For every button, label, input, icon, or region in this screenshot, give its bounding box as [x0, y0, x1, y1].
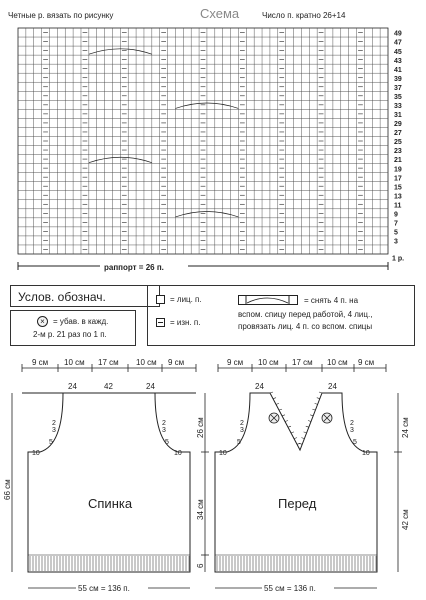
front-left-dec-3: 5: [237, 439, 241, 446]
back-piece: [3, 358, 196, 593]
back-count-center: 42: [104, 382, 113, 391]
legend-knit-text: = лиц. п.: [170, 295, 202, 304]
back-left-dec-3: 5: [49, 439, 53, 446]
front-label: Перед: [278, 496, 317, 511]
cross-decrease-icon: [322, 413, 332, 423]
back-top-dim-2: 10 см: [64, 358, 85, 367]
front-right-dim-2: 42 см: [401, 509, 410, 530]
row-label: 37: [394, 84, 402, 92]
row-label: 45: [394, 48, 402, 56]
back-right-dec-1: 2: [162, 420, 166, 427]
row-label: 25: [394, 139, 402, 147]
row-label: 1 р.: [392, 255, 405, 263]
row-label: 3: [394, 238, 398, 246]
purl-square-icon: [156, 318, 165, 327]
legend-cable-text-3: провязать лиц. 4 п. со вспом. спицы: [238, 322, 373, 331]
legend-cable-text-1: = снять 4 п. на: [304, 296, 359, 305]
back-label: Спинка: [88, 496, 133, 511]
row-label: 7: [394, 220, 398, 228]
front-left-dim-3: 6: [196, 563, 205, 568]
knit-square-icon: [156, 295, 165, 304]
back-height-label: 66 см: [3, 479, 12, 500]
row-label: 35: [394, 93, 402, 101]
cable-symbol-icon: [238, 295, 298, 305]
row-label: 17: [394, 175, 402, 183]
row-label: 49: [394, 30, 402, 38]
back-right-dec-3: 5: [165, 439, 169, 446]
row-label: 15: [394, 184, 402, 192]
back-top-dim-5: 9 см: [168, 358, 185, 367]
front-count-right: 24: [328, 382, 337, 391]
header-right-note: Число п. кратно 26+14: [262, 11, 346, 20]
back-top-dim-3: 17 см: [98, 358, 119, 367]
front-left-dim-2: 34 см: [196, 499, 205, 520]
row-label: 19: [394, 166, 402, 174]
legend-decrease-text-2: 2-м р. 21 раз по 1 п.: [33, 330, 107, 339]
back-count-right: 24: [146, 382, 155, 391]
front-left-dec-4: 10: [219, 450, 227, 457]
legend-decrease-box: [10, 310, 136, 346]
row-label: 11: [394, 202, 402, 210]
front-right-dec-2: 3: [350, 427, 354, 434]
front-left-dec-1: 2: [240, 420, 244, 427]
row-label: 29: [394, 121, 402, 129]
front-top-dim-3: 17 см: [292, 358, 313, 367]
row-labels: [392, 31, 404, 263]
row-label: 43: [394, 57, 402, 65]
front-bottom-label: 55 см = 136 п.: [264, 584, 316, 593]
front-left-dim-1: 26 см: [196, 417, 205, 438]
row-label: 27: [394, 130, 402, 138]
stitch-chart-grid: [18, 28, 388, 254]
front-top-dim-5: 9 см: [358, 358, 375, 367]
legend-cable-text-2: вспом. спицу перед работой, 4 лиц.,: [238, 310, 373, 319]
row-label: 39: [394, 75, 402, 83]
legend-decrease-text-1: = убав. в кажд.: [53, 317, 109, 326]
row-label: 47: [394, 39, 402, 47]
back-left-dec-4: 10: [32, 450, 40, 457]
back-top-dim-4: 10 см: [136, 358, 157, 367]
row-label: 31: [394, 112, 402, 120]
back-right-dec-2: 3: [162, 427, 166, 434]
front-right-dim-1: 24 см: [401, 417, 410, 438]
cross-decrease-icon: ×: [37, 316, 48, 327]
repeat-label: раппорт = 26 п.: [104, 263, 164, 272]
front-right-dec-3: 5: [353, 439, 357, 446]
row-label: 23: [394, 148, 402, 156]
row-label: 5: [394, 229, 398, 237]
legend-title: Услов. обознач.: [10, 285, 160, 307]
front-top-dim-1: 9 см: [227, 358, 244, 367]
chart-title: Схема: [200, 6, 240, 21]
legend-purl-text: = изн. п.: [170, 318, 201, 327]
back-right-dec-4: 10: [174, 450, 182, 457]
row-label: 41: [394, 66, 402, 74]
row-label: 9: [394, 211, 398, 219]
front-left-dec-2: 3: [240, 427, 244, 434]
back-top-dim-1: 9 см: [32, 358, 49, 367]
back-bottom-label: 55 см = 136 п.: [78, 584, 130, 593]
front-count-left: 24: [255, 382, 264, 391]
header-left-note: Четные р. вязать по рисунку: [8, 11, 114, 20]
back-left-dec-1: 2: [52, 420, 56, 427]
row-label: 13: [394, 193, 402, 201]
cross-decrease-icon: [269, 413, 279, 423]
front-piece: [196, 358, 410, 593]
front-top-dim-4: 10 см: [327, 358, 348, 367]
row-label: 33: [394, 103, 402, 111]
back-left-dec-2: 3: [52, 427, 56, 434]
front-right-dec-1: 2: [350, 420, 354, 427]
legend-symbols-box: [147, 285, 415, 346]
front-right-dec-4: 10: [362, 450, 370, 457]
front-top-dim-2: 10 см: [258, 358, 279, 367]
repeat-bracket: [18, 261, 388, 272]
row-label: 21: [394, 157, 402, 165]
back-count-left: 24: [68, 382, 77, 391]
